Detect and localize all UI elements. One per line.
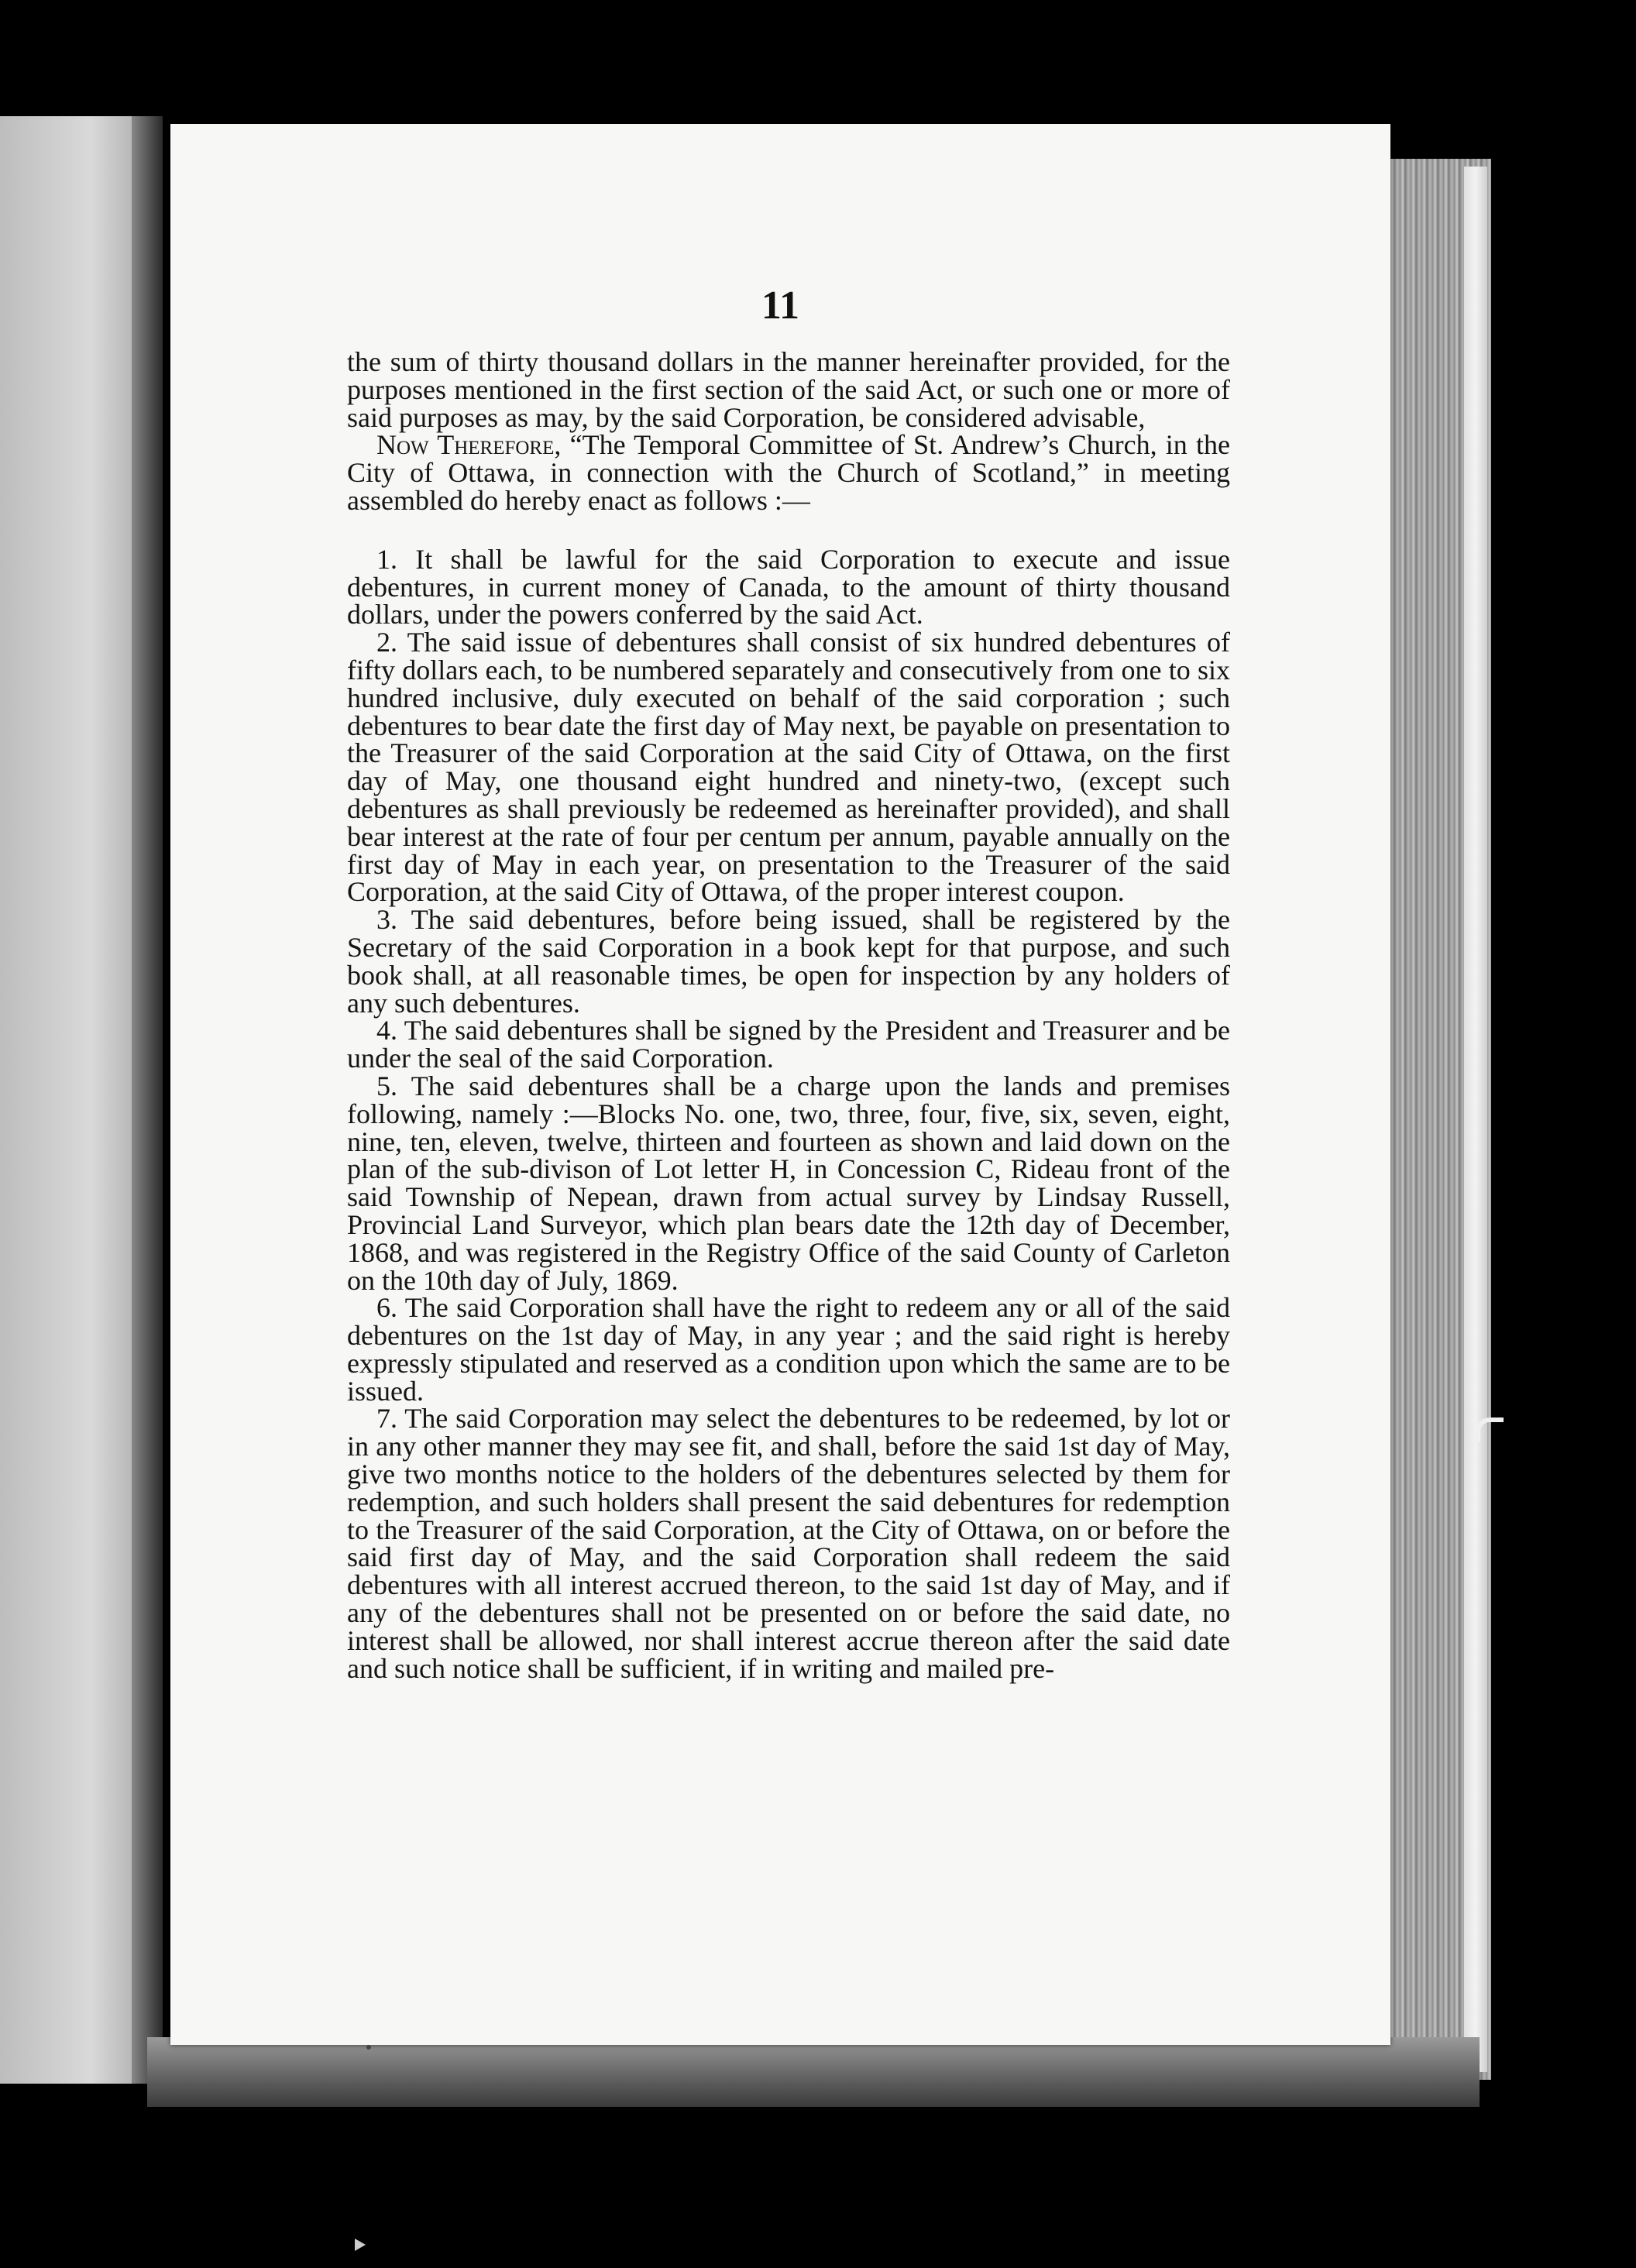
- page-number: 11: [761, 284, 800, 328]
- paragraph-section-4: 4. The said debentures shall be signed by the President and Treasurer and be under the seal of the said Corporation.: [347, 1015, 1230, 1074]
- paragraph-section-6: 6. The said Corporation shall have the right to redeem any or all of the said debentures on the 1st day of May, in any year ; and the said right is hereby expressly stipulated and reserved as a condition upon which the same are to be issued.: [347, 1292, 1230, 1407]
- paragraph-enactment: [347, 431, 1230, 514]
- paragraph-section-5: 5. The said debentures shall be a charge upon the lands and premises following, namely :—Blocks No. one, two, three, four, five, six, seven, eight, nine, ten, eleven, twelve, thirteen and fourteen as shown and laid down on the plan of the sub-divison of Lot letter H, in Concession C, Rideau front of the said Township of Nepean, drawn from actual survey by Lindsay Russell, Provincial Land Surveyor, which plan bears date the 12th day of December, 1868, and was registered in the Registry Office of the said County of Carleton on the 10th day of July, 1869.: [347, 1070, 1230, 1296]
- paragraph-section-1: 1. It shall be lawful for the said Corporation to execute and issue debentures, in current money of Canada, to the amount of thirty thousand dollars, under the powers conferred by the said Act.: [347, 543, 1230, 631]
- page-text: [347, 346, 1230, 1684]
- paragraph-preamble: the sum of thirty thousand dollars in the manner hereinafter provided, for the purposes mentioned in the first section of the said Act, or such one or more of said purposes as may, by the said Corporation, be considered advisable,: [347, 346, 1230, 433]
- paragraph-section-3: 3. The said debentures, before being issued, shall be registered by the Secretary of the said Corporation in a book kept for that purpose, and such book shall, at all reasonable times, be open for inspection by any holders of any such debentures.: [347, 904, 1230, 1019]
- ink-speck: [366, 2045, 371, 2050]
- left-facing-page: [0, 116, 151, 2084]
- enactment-text: “The Temporal Committee of St. Andrew’s Church, in the City of Ottawa, in connection with the Church of Scotland,” in meeting assembled do hereby enact as follows :—: [347, 429, 1230, 516]
- scan-artifact-arrow: [355, 2239, 366, 2251]
- book-page: [170, 124, 1390, 2045]
- scan-artifact-mark: [1476, 1418, 1504, 1442]
- bottom-shadow: [147, 2037, 1480, 2107]
- paragraph-section-7: 7. The said Corporation may select the debentures to be redeemed, by lot or in any other manner they may see fit, and shall, before the said 1st day of May, give two months notice to the holders of the debentures selected by them for redemption, and such holders shall present the said debentures for redemption to the Treasurer of the said Corporation, at the City of Ottawa, on or before the said first day of May, and the said Corporation shall redeem the said debentures with all interest accrued thereon, to the said 1st day of May, and if any of the debentures shall not be presented on or before the said date, no interest shall be allowed, nor shall interest accrue thereon after the said date and such notice shall be sufficient, if in writing and mailed pre-: [347, 1403, 1230, 1684]
- book-cover-edge: [1464, 167, 1487, 2072]
- paragraph-section-2: 2. The said issue of debentures shall consist of six hundred debentures of fifty dollars each, to be numbered separately and consecutively from one to six hundred inclusive, duly executed on behalf of the said corporation ; such debentures to bear date the first day of May next, be payable on presentation to the Treasurer of the said Corporation at the said City of Ottawa, on the first day of May, one thousand eight hundred and ninety-two, (except such debentures as shall previously be redeemed as hereinafter provided), and shall bear interest at the rate of four per centum per annum, payable annually on the first day of May in each year, on presentation to the Treasurer of the said Corporation, at the said City of Ottawa, of the proper interest coupon.: [347, 627, 1230, 908]
- now-therefore: Now Therefore,: [376, 429, 562, 461]
- gutter-shadow: [132, 116, 163, 2084]
